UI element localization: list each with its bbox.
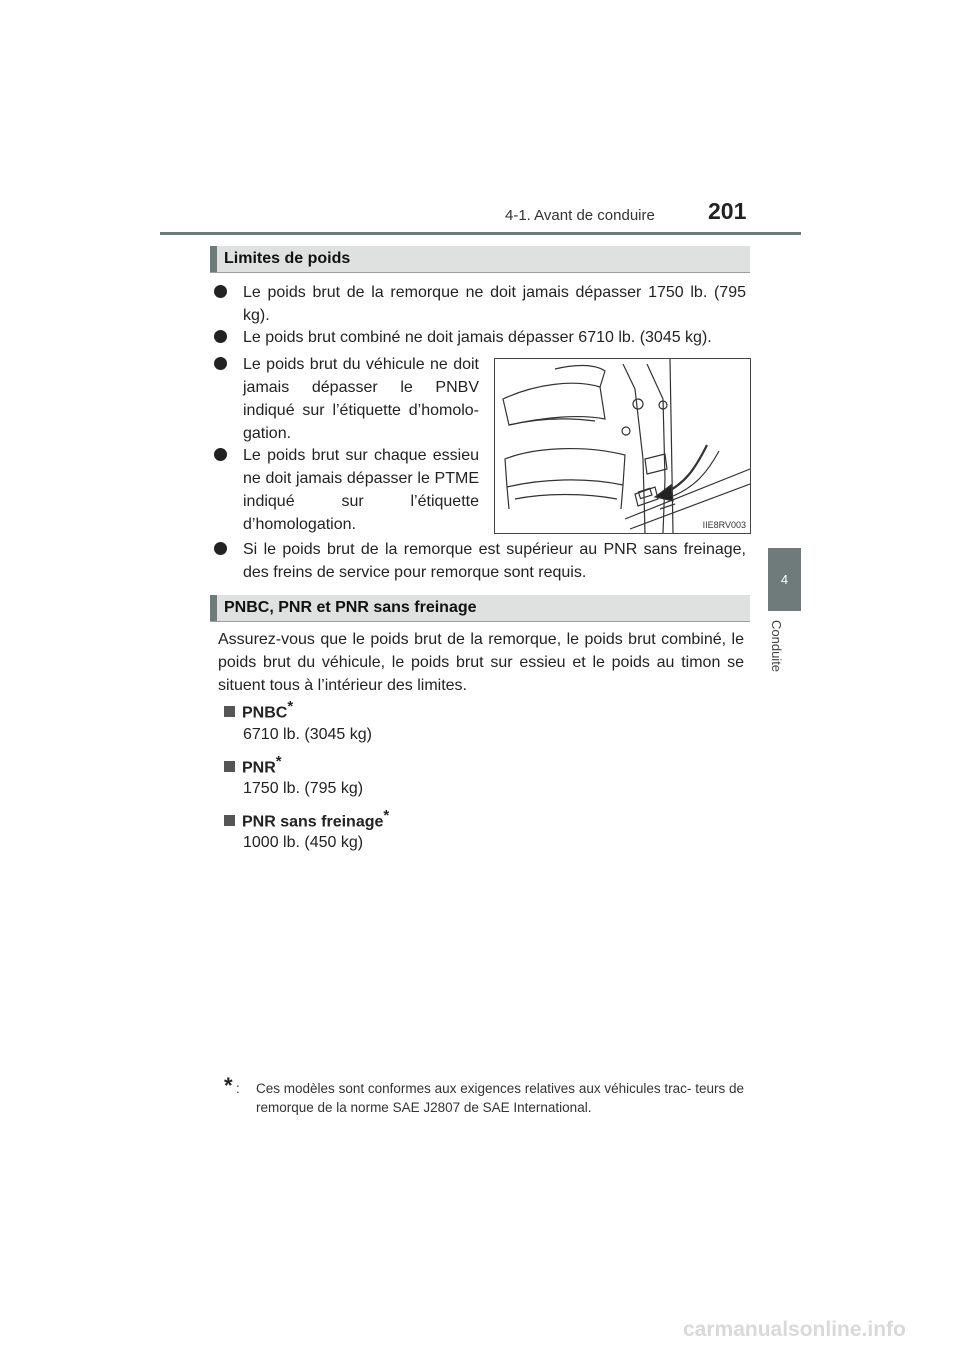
bullet-dot-icon bbox=[214, 330, 227, 343]
chapter-number: 4 bbox=[780, 572, 789, 587]
bullet-dot-icon bbox=[214, 542, 227, 555]
page-number: 201 bbox=[708, 198, 747, 224]
bullet-item: Le poids brut de la remorque ne doit jamais dépasser 1750 lb. (795 kg). bbox=[214, 281, 746, 329]
bullet-item: Le poids brut du véhicule ne doit jamais dépasser le PNBV indiqué sur l’étiquette d’homolo- gation. bbox=[214, 353, 479, 447]
spec-value-pnr: 1750 lb. (795 kg) bbox=[243, 780, 364, 797]
running-header-section: 4-1. Avant de conduire bbox=[505, 207, 655, 224]
section-heading-weight-limits bbox=[210, 246, 750, 273]
door-jamb-label-illustration bbox=[494, 358, 751, 534]
header-rule bbox=[160, 232, 801, 235]
spec-heading-pnbc: PNBC* bbox=[224, 698, 293, 722]
spec-heading-pnr-sans-freinage: PNR sans freinage* bbox=[224, 807, 389, 831]
figure-code: IIE8RV003 bbox=[702, 520, 746, 530]
chapter-label-wrap bbox=[770, 620, 798, 700]
chapter-label: Conduite bbox=[769, 620, 784, 673]
spec-value-pnbc: 6710 lb. (3045 kg) bbox=[243, 726, 372, 743]
square-bullet-icon bbox=[224, 815, 235, 826]
bullet-dot-icon bbox=[214, 357, 227, 370]
section-heading-pnbc-pnr bbox=[210, 595, 750, 622]
footnote-text: Ces modèles sont conformes aux exigences relatives aux véhicules trac- teurs de remorque de la norme SAE J2807 de SAE International. bbox=[256, 1081, 744, 1115]
bullet-item: Si le poids brut de la remorque est supérieur au PNR sans freinage, des freins de service pour remorque sont requis. bbox=[214, 538, 746, 586]
bullet-dot-icon bbox=[214, 448, 227, 461]
intro-paragraph: Assurez-vous que le poids brut de la remorque, le poids brut combiné, le poids brut du véhicule, le poids brut sur essieu et le poids au timon se situent tous à l’intérieur des limites. bbox=[218, 631, 744, 694]
bullet-item: Le poids brut sur chaque essieu ne doit jamais dépasser le PTME indiqué sur l’étiquette d’homologation. bbox=[214, 444, 479, 538]
footnote-asterisk: * bbox=[224, 1073, 233, 1098]
square-bullet-icon bbox=[224, 706, 235, 717]
section-title: Limites de poids bbox=[224, 250, 351, 267]
section-title: PNBC, PNR et PNR sans freinage bbox=[224, 599, 477, 616]
watermark: carmanualsonline.info bbox=[683, 1318, 906, 1341]
square-bullet-icon bbox=[224, 761, 235, 772]
spec-heading-pnr: PNR* bbox=[224, 753, 282, 777]
spec-value-pnr-sans-freinage: 1000 lb. (450 kg) bbox=[243, 834, 364, 851]
seat-door-drawing bbox=[495, 359, 750, 533]
bullet-dot-icon bbox=[214, 285, 227, 298]
bullet-item: Le poids brut combiné ne doit jamais dépasser 6710 lb. (3045 kg). bbox=[214, 326, 746, 350]
